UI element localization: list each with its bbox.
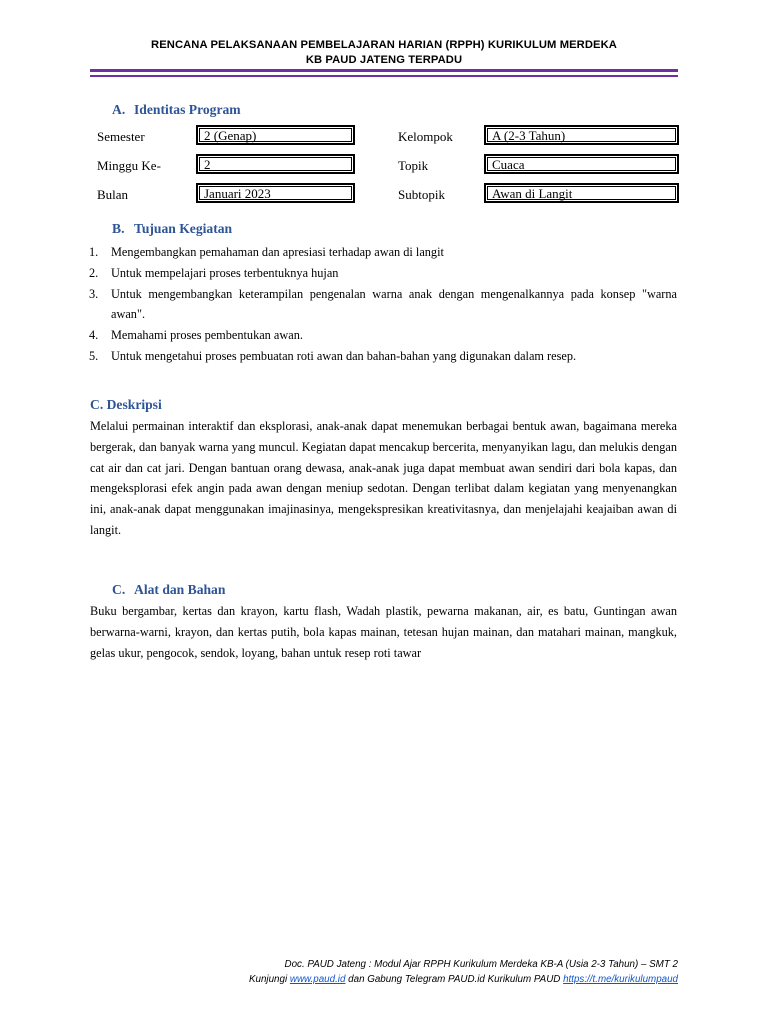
section-b-heading bbox=[112, 221, 232, 237]
section-deskripsi-heading: C. Deskripsi bbox=[90, 397, 162, 412]
document-header bbox=[0, 38, 768, 68]
bulan-field: Januari 2023 bbox=[196, 183, 355, 203]
subtopik-field: Awan di Langit bbox=[484, 183, 679, 203]
alat-bahan-paragraph: Buku bergambar, kertas dan krayon, kartu flash, Wadah plastik, pewarna makanan, air, es batu, Guntingan awan berwarna-warni, krayon, dan kertas putih, bola kapas mainan, tetesan hujan mainan, dan matahari mainan, mangkuk, gelas ukur, pengocok, sendok, loyang, bahan untuk resep roti tawar bbox=[90, 604, 677, 660]
section-a-title: Identitas Program bbox=[134, 102, 241, 117]
paud-id-link[interactable]: www.paud.id bbox=[289, 973, 346, 985]
section-alat-heading bbox=[112, 582, 225, 598]
section-alat-number: C. bbox=[112, 582, 126, 597]
header-rule-thin bbox=[90, 75, 678, 77]
section-b-number: B. bbox=[112, 221, 125, 236]
kelompok-label: Kelompok bbox=[398, 129, 453, 144]
document-footer bbox=[249, 958, 678, 987]
list-item-number: 5. bbox=[89, 348, 99, 363]
section-a-heading bbox=[112, 102, 241, 118]
footer-visit-text: Kunjungi bbox=[249, 973, 288, 985]
deskripsi-paragraph: Melalui permainan interaktif dan eksplorasi, anak-anak dapat menemukan berbagai bentuk awan, bagaimana mereka bergerak, dan banyak warna yang muncul. Kegiatan dapat mencakup bercerita, menyanyikan lagu, dan melukis dengan cat air dan cat jari. Dengan bantuan orang dewasa, anak-anak juga dapat membuat awan sendiri dari bola kapas, dan mengeksplorasi efek angin pada awan dengan meniup sedotan. Dengan terlibat dalam kegiatan yang menyenangkan ini, anak-anak dapat menggunakan imajinasinya, mengekspresikan kreativitasnya, dan menjelajahi keajaiban awan di langit. bbox=[90, 419, 677, 537]
semester-label: Semester bbox=[97, 129, 145, 144]
list-item-number: 1. bbox=[89, 245, 99, 259]
list-item-number: 2. bbox=[89, 265, 99, 280]
section-a-number: A. bbox=[112, 102, 126, 117]
list-item bbox=[89, 346, 677, 367]
list-item bbox=[89, 263, 677, 284]
bulan-label: Bulan bbox=[97, 187, 129, 202]
minggu-field: 2 bbox=[196, 154, 355, 174]
telegram-link[interactable]: https://t.me/kurikulumpaud bbox=[563, 973, 678, 985]
list-item-text: Memahami proses pembentukan awan. bbox=[111, 328, 303, 343]
list-item-text: Untuk mengembangkan keterampilan pengenalan warna anak dengan mengenalkannya pada konsep "warna awan". bbox=[111, 286, 677, 322]
header-title: RENCANA PELAKSANAAN PEMBELAJARAN HARIAN (RPPH) KURIKULUM MERDEKA bbox=[151, 39, 617, 51]
list-item bbox=[89, 242, 677, 263]
list-item bbox=[89, 325, 677, 346]
topik-label: Topik bbox=[398, 158, 429, 173]
list-item-number: 4. bbox=[89, 328, 99, 343]
topik-field: Cuaca bbox=[484, 154, 679, 174]
section-alat-title: Alat dan Bahan bbox=[134, 582, 226, 597]
list-item-text: Untuk mempelajari proses terbentuknya hujan bbox=[111, 265, 339, 280]
semester-field: 2 (Genap) bbox=[196, 125, 355, 145]
footer-telegram-text: dan Gabung Telegram PAUD.id Kurikulum PAUD bbox=[348, 973, 561, 985]
kelompok-field: A (2-3 Tahun) bbox=[484, 125, 679, 145]
footer-links-line bbox=[249, 973, 678, 988]
subtopik-label: Subtopik bbox=[398, 187, 445, 202]
header-rule-thick bbox=[90, 69, 678, 72]
header-subtitle: KB PAUD JATENG TERPADU bbox=[305, 54, 463, 66]
list-item-number: 3. bbox=[89, 286, 99, 301]
minggu-label: Minggu Ke- bbox=[97, 158, 161, 173]
footer-doc-info: Doc. PAUD Jateng : Modul Ajar RPPH Kurikulum Merdeka KB-A (Usia 2-3 Tahun) – SMT 2 bbox=[284, 959, 678, 970]
section-b-title: Tujuan Kegiatan bbox=[134, 221, 233, 236]
list-item-text: Untuk mengetahui proses pembuatan roti awan dan bahan-bahan yang digunakan dalam resep. bbox=[111, 348, 577, 363]
list-item-text: Mengembangkan pemahaman dan apresiasi terhadap awan di langit bbox=[111, 245, 444, 259]
tujuan-list bbox=[89, 242, 677, 367]
list-item bbox=[89, 284, 677, 326]
